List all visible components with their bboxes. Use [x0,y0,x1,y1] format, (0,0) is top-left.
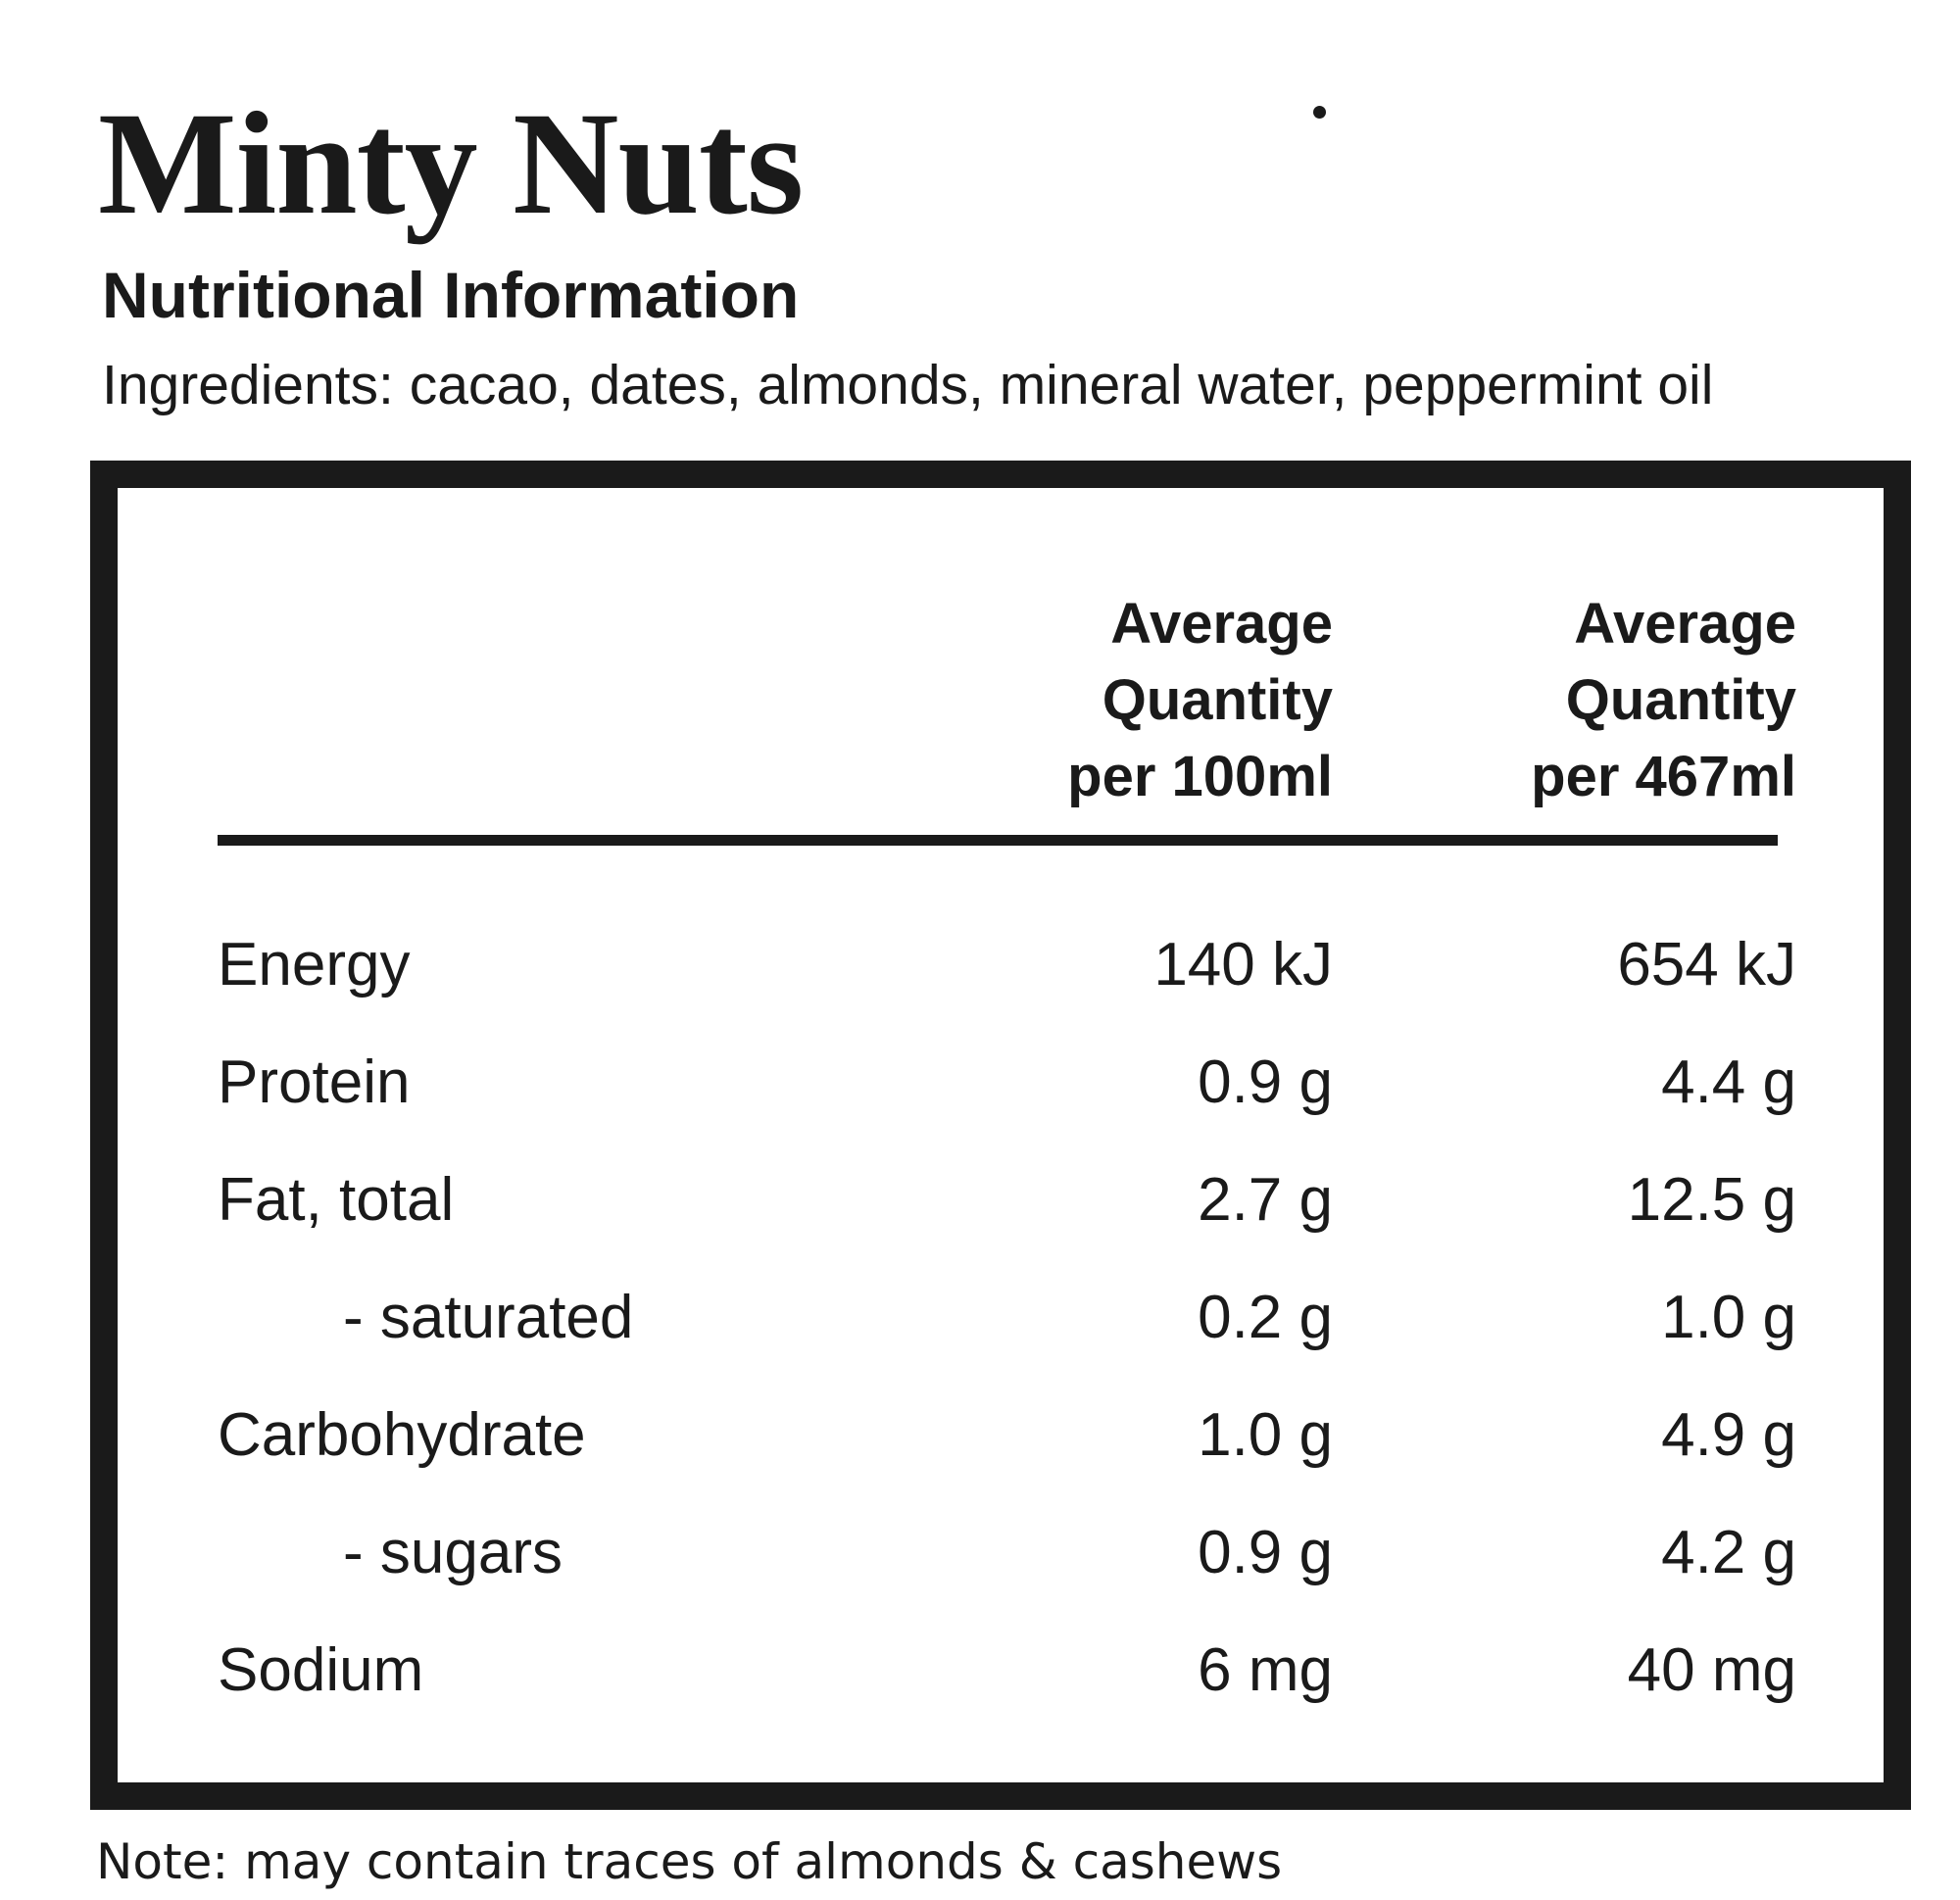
value-per-100ml: 0.9 g [1198,1519,1333,1586]
value-per-100ml: 0.2 g [1198,1284,1333,1351]
row-label: Sodium [218,1636,424,1704]
header-line: Quantity [1565,668,1796,732]
decorative-dot [1313,106,1326,119]
allergen-note: Note: may contain traces of almonds & cashews [96,1833,1283,1890]
value-per-467ml: 40 mg [1627,1636,1796,1704]
row-label: Carbohydrate [218,1401,586,1469]
nutrition-table [90,461,1911,1810]
header-divider [218,835,1778,846]
table-row [118,1161,1884,1240]
table-row [118,926,1884,1004]
table-row [118,1514,1884,1592]
value-per-100ml: 6 mg [1198,1636,1333,1704]
value-per-467ml: 1.0 g [1661,1284,1796,1351]
table-row [118,1632,1884,1710]
value-per-100ml: 0.9 g [1198,1048,1333,1116]
table-row [118,1279,1884,1357]
header-line: per 100ml [1067,745,1333,808]
value-per-100ml: 2.7 g [1198,1166,1333,1234]
header-line: Average [1110,592,1333,656]
row-label: Energy [218,931,411,999]
value-per-467ml: 4.2 g [1661,1519,1796,1586]
value-per-467ml: 4.4 g [1661,1048,1796,1116]
table-row [118,1044,1884,1122]
table-row [118,1396,1884,1475]
column-header-per-467ml [1385,586,1796,815]
row-label: Protein [218,1048,411,1116]
value-per-100ml: 1.0 g [1198,1401,1333,1469]
value-per-467ml: 654 kJ [1617,931,1796,999]
header-line: per 467ml [1531,745,1796,808]
row-label: Fat, total [218,1166,455,1234]
value-per-100ml: 140 kJ [1153,931,1333,999]
header-line: Quantity [1102,668,1333,732]
section-subtitle: Nutritional Information [102,259,800,331]
header-line: Average [1574,592,1796,656]
product-title: Minty Nuts [98,82,804,245]
row-label: - sugars [343,1519,563,1586]
column-header-per-100ml [921,586,1333,815]
value-per-467ml: 4.9 g [1661,1401,1796,1469]
row-label: - saturated [343,1284,634,1351]
value-per-467ml: 12.5 g [1627,1166,1796,1234]
ingredients-text: Ingredients: cacao, dates, almonds, mineral water, peppermint oil [102,354,1714,416]
